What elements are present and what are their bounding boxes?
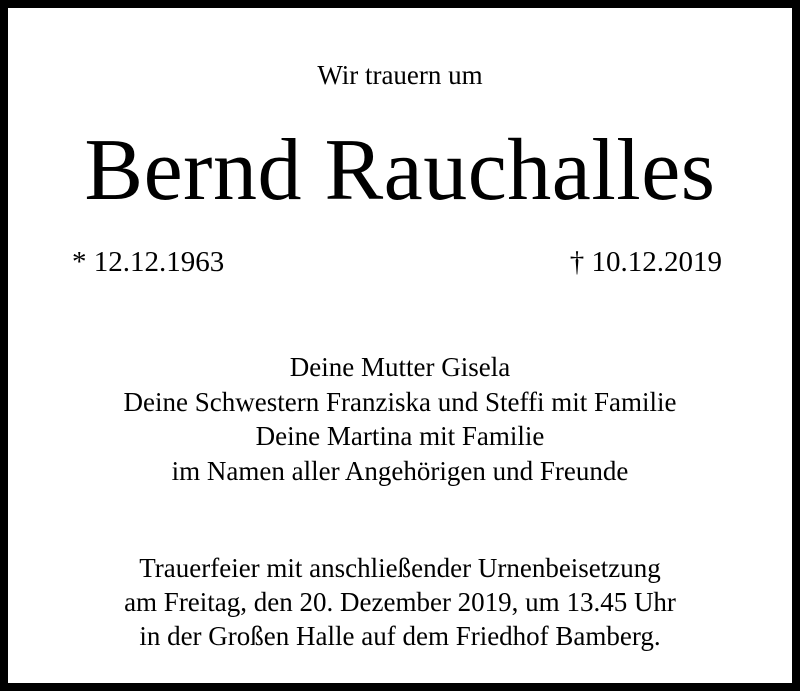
mourner-line: Deine Schwestern Franziska und Steffi mit Familie <box>123 386 677 417</box>
service-line: Trauerfeier mit anschließender Urnenbeisetzung <box>139 553 661 583</box>
service-line: in der Großen Halle auf dem Friedhof Bamberg. <box>139 621 661 651</box>
death-date: † 10.12.2019 <box>569 246 722 278</box>
birth-date: * 12.12.1963 <box>72 246 225 278</box>
service-line: am Freitag, den 20. Dezember 2019, um 13.45 Uhr <box>124 587 676 617</box>
mourner-line: im Namen aller Angehörigen und Freunde <box>171 455 629 486</box>
service-details <box>8 551 792 653</box>
deceased-name: Bernd Rauchalles <box>84 122 716 219</box>
mourner-line: Deine Mutter Gisela <box>289 352 511 382</box>
intro-text: Wir trauern um <box>317 60 483 90</box>
mourners-list <box>8 350 792 488</box>
mourner-line: Deine Martina mit Familie <box>255 421 545 451</box>
